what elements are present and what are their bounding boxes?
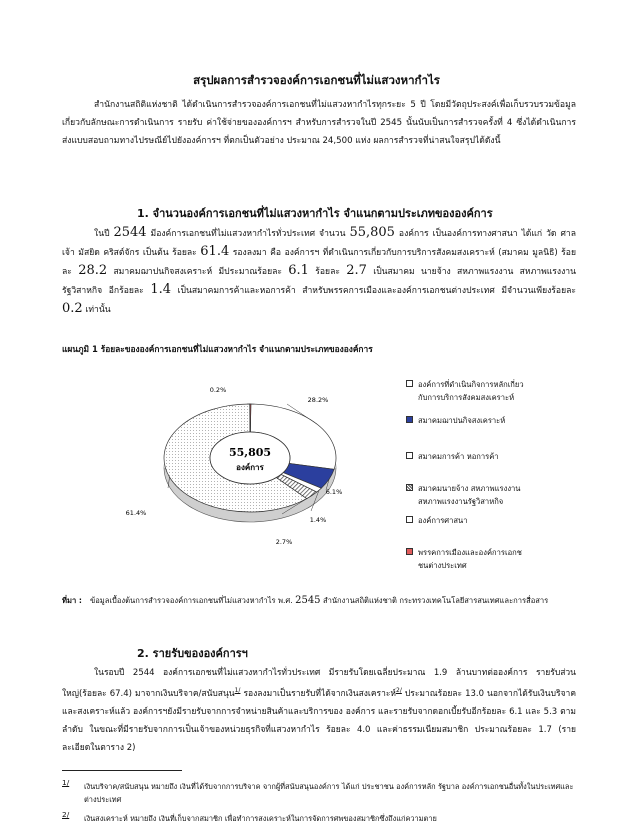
text-run: ข้อมูลเบื้องต้นการสำรวจองค์การเอกชนที่ไม่แสวงหากำไร พ.ศ. bbox=[90, 596, 296, 605]
percent-value: 61.4 bbox=[200, 244, 230, 259]
slice-value-label: 1.4% bbox=[309, 516, 327, 524]
center-value: 55,805 bbox=[228, 446, 272, 459]
section-2-paragraph bbox=[62, 664, 576, 757]
slice-value-label: 2.7% bbox=[275, 538, 293, 546]
text-run: มีองค์การเอกชนที่ไม่แสวงหากำไรทั่วประเทศ จำนวน bbox=[146, 229, 350, 239]
text-run: เป็นสมาคมการค้าและหอการค้า สำหรับพรรคการเมืองและองค์การเอกชนต่างประเทศ มีจำนวนเพียงร้อยละ bbox=[171, 286, 576, 296]
footnote-ref: 1/ bbox=[234, 687, 241, 694]
center-label: องค์การ bbox=[236, 463, 264, 472]
footnote-mark: 1/ bbox=[62, 778, 70, 787]
source-year: 2545 bbox=[295, 595, 321, 606]
page-title: สรุปผลการสำรวจองค์การเอกชนที่ไม่แสวงหากำไร bbox=[193, 73, 440, 87]
section-2-heading: 2. รายรับขององค์การฯ bbox=[137, 647, 248, 660]
text-run: รองลงมา คือ องค์การฯ ที่ดำเนินการเกี่ยวกับการบริการสังคมสงเคราะห์ (สมาคม มูลนิธิ) ร้อยละ bbox=[62, 248, 576, 277]
footnote-mark: 2/ bbox=[62, 810, 70, 819]
legend-label: สมาคมนายจ้าง สหภาพแรงงาน สหภาพแรงงานรัฐวิสาหกิจ bbox=[418, 484, 521, 506]
source-text bbox=[90, 594, 580, 607]
legend-swatch bbox=[406, 548, 413, 555]
text-run: องค์การ เป็นองค์การทางศาสนา ได้แก่ วัด ศาลเจ้า มัสยิด คริสต์จักร เป็นต้น ร้อยละ bbox=[62, 229, 576, 258]
percent-value: 6.1 bbox=[288, 263, 309, 278]
legend-label: สมาคมฌาปนกิจสงเคราะห์ bbox=[418, 416, 506, 425]
slice-value-label: 61.4% bbox=[125, 509, 147, 517]
text-run: ในปี bbox=[94, 229, 114, 239]
slice-value-label: 6.1% bbox=[325, 488, 343, 496]
slice-value-label: 0.2% bbox=[209, 386, 227, 394]
text-run: ร้อยละ bbox=[308, 267, 347, 277]
legend-label: องค์การที่ดำเนินกิจการหลักเกี่ยว กับการบริการสังคมสงเคราะห์ bbox=[418, 380, 524, 402]
percent-value: 2.7 bbox=[346, 263, 367, 278]
percent-value: 0.2 bbox=[62, 301, 83, 316]
legend-swatch bbox=[406, 416, 413, 423]
text-run: ประมาณร้อยละ 13.0 นอกจากได้รับเงินบริจาคและสงเคราะห์แล้ว องค์การฯยังมีรายรับจากการจำหน่ายสินค้าและบริการของ องค์การ และรายรับจากดอกเบี้ยรับอีกร้อยละ 6.1 และ 5.3 ตามลำดับ ในขณะที่มีรายรับจากการเป็นเจ้าของหน่วยธุรกิจที่แสวงหากำไร ร้อยละ 4.0 และค่าธรรมเนียมสมาชิก ประมาณร้อยละ 1.7 (รายละเอียดในตาราง 2) bbox=[62, 688, 577, 753]
legend-label: พรรคการเมืองและองค์การเอกช ชนต่างประเทศ bbox=[418, 548, 522, 570]
percent-value: 1.4 bbox=[150, 282, 172, 297]
text-run: ในรอบปี 2544 องค์การเอกชนที่ไม่แสวงหากำไรทั่วประเทศ มีรายรับโดยเฉลี่ยประมาณ 1.9 ล้านบาทต่อองค์การ รายรับส่วนใหญ่(ร้อยละ 67.4) มาจากเงินบริจาค/สนับสนุน bbox=[62, 668, 576, 699]
legend-label: สมาคมการค้า หอการค้า bbox=[418, 452, 499, 461]
section-1-heading: 1. จำนวนองค์การเอกชนที่ไม่แสวงหากำไร จำแนกตามประเภทขององค์การ bbox=[137, 207, 493, 220]
text-run: เท่านั้น bbox=[82, 305, 111, 315]
slice-value-label: 28.2% bbox=[307, 396, 329, 404]
legend-label: องค์การศาสนา bbox=[418, 516, 468, 525]
legend-swatch bbox=[406, 380, 413, 387]
intro-paragraph: สำนักงานสถิติแห่งชาติ ได้ดำเนินการสำรวจองค์การเอกชนที่ไม่แสวงหากำไรทุกระยะ 5 ปี โดยมีวัตถุประสงค์เพื่อเก็บรวบรวมข้อมูลเกี่ยวกับลักษณะการดำเนินการ รายรับ ค่าใช้จ่ายขององค์การฯ สำหรับการสำรวจในปี 2545 นั้นนับเป็นการสำรวจครั้งที่ 4 ซึ่งได้ดำเนินการส่งแบบสอบถามทางไปรษณีย์ไปยังองค์การฯ ที่ตกเป็นตัวอย่าง ประมาณ 24,500 แห่ง ผลการสำรวจที่น่าสนใจสรุปได้ดังนี้ bbox=[62, 100, 576, 146]
percent-value: 28.2 bbox=[78, 263, 108, 278]
footnote-ref: 2/ bbox=[396, 687, 402, 694]
text-run: สำนักงานสถิติแห่งชาติ กระทรวงเทคโนโลยีสารสนเทศและการสื่อสาร bbox=[320, 596, 549, 605]
chart-caption: แผนภูมิ 1 ร้อยละขององค์การเอกชนที่ไม่แสวงหากำไร จำแนกตามประเภทขององค์การ bbox=[62, 344, 373, 354]
text-run: สมาคมฌาปนกิจสงเคราะห์ มีประมาณร้อยละ bbox=[107, 267, 289, 277]
text-run: รองลงมาเป็นรายรับที่ได้จากเงินสงเคราะห์ bbox=[240, 688, 397, 699]
legend-swatch bbox=[406, 516, 413, 523]
source-label: ที่มา : bbox=[62, 596, 82, 605]
text-run: เป็นสมาคม นายจ้าง สหภาพแรงงาน สหภาพแรงงานรัฐวิสาหกิจ อีกร้อยละ bbox=[62, 267, 576, 296]
footnote-text: เงินบริจาค/สนับสนุน หมายถึง เงินที่ได้รับจากการบริจาค จากผู้ที่สนับสนุนองค์การ ได้แก่ ประชาชน องค์การหลัก รัฐบาล องค์การเอกชนอื่นทั้งในประเทศและต่างประเทศ bbox=[84, 782, 574, 804]
legend-swatch bbox=[406, 484, 413, 491]
year-value: 2544 bbox=[113, 225, 147, 240]
total-value: 55,805 bbox=[349, 225, 395, 240]
legend-swatch bbox=[406, 452, 413, 459]
pie-slice bbox=[250, 404, 251, 432]
footnote-text: เงินสงเคราะห์ หมายถึง เงินที่เก็บจากสมาชิก เพื่อทำการสงเคราะห์ในการจัดการศพของสมาชิกซึ่งถึงแก่ความตาย bbox=[84, 814, 437, 823]
footnote-divider bbox=[62, 770, 182, 771]
